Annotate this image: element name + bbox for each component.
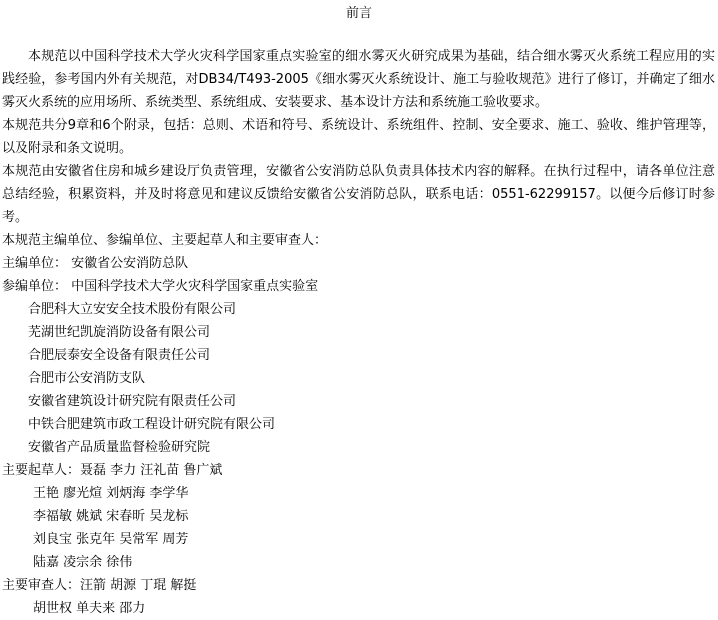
reviewers-line: 胡世权 单夫来 邵力 xyxy=(33,601,146,616)
participating-unit: 芜湖世纪凯旋消防设备有限公司 xyxy=(28,325,211,340)
foreword-paragraph-3: 本规范由安徽省住房和城乡建设厅负责管理，安徽省公安消防总队负责具体技术内容的解释。在执行过程中，请各单位注意总结经验，积累资料，并及时将意见和建议反馈给安徽省公安消防总队，联系电话：0551-62299157。以便今后修订时参考。 xyxy=(2,164,715,225)
participating-unit: 中铁合肥建筑市政工程设计研究院有限公司 xyxy=(28,417,276,432)
participating-unit: 合肥市公安消防支队 xyxy=(28,371,146,386)
document-title: 前言 xyxy=(345,6,372,21)
drafters-line: 李福敏 姚斌 宋春昕 吴龙标 xyxy=(33,509,189,524)
foreword-paragraph-2: 本规范共分9章和6个附录，包括：总则、术语和符号、系统设计、系统组件、控制、安全要求、施工、验收、维护管理等，以及附录和条文说明。 xyxy=(2,118,715,156)
chief-unit: 主编单位： 安徽省公安消防总队 xyxy=(2,256,189,271)
participating-unit: 合肥科大立安安全技术股份有限公司 xyxy=(28,302,237,317)
foreword-paragraph-1: 本规范以中国科学技术大学火灾科学国家重点实验室的细水雾灭火研究成果为基础，结合细水雾灭火系统工程应用的实践经验，参考国内外有关规范，对DB34/T493-2005《细水雾灭火系统设计、施工与验收规范》进行了修订，并确定了细水雾灭火系统的应用场所、系统类型、系统组成、安装要求、基本设计方法和系统施工验收要求。 xyxy=(2,49,715,110)
drafters-line: 王艳 廖光煊 刘炳海 李学华 xyxy=(33,486,189,501)
drafters-line: 刘良宝 张克年 吴常军 周芳 xyxy=(33,532,189,547)
participating-unit: 安徽省产品质量监督检验研究院 xyxy=(28,440,211,455)
participating-unit: 合肥辰泰安全设备有限责任公司 xyxy=(28,348,211,363)
participating-units-label: 参编单位： 中国科学技术大学火灾科学国家重点实验室 xyxy=(2,279,319,294)
participating-unit: 安徽省建筑设计研究院有限责任公司 xyxy=(28,394,237,409)
drafters-line: 陆嘉 凌宗余 徐伟 xyxy=(33,555,133,570)
reviewers-label: 主要审查人：汪箭 胡源 丁琨 解挺 xyxy=(2,578,197,593)
drafters-label: 主要起草人：聂磊 李力 汪礼苗 鲁广斌 xyxy=(2,463,223,478)
contributors-intro: 本规范主编单位、参编单位、主要起草人和主要审查人： xyxy=(2,233,328,248)
